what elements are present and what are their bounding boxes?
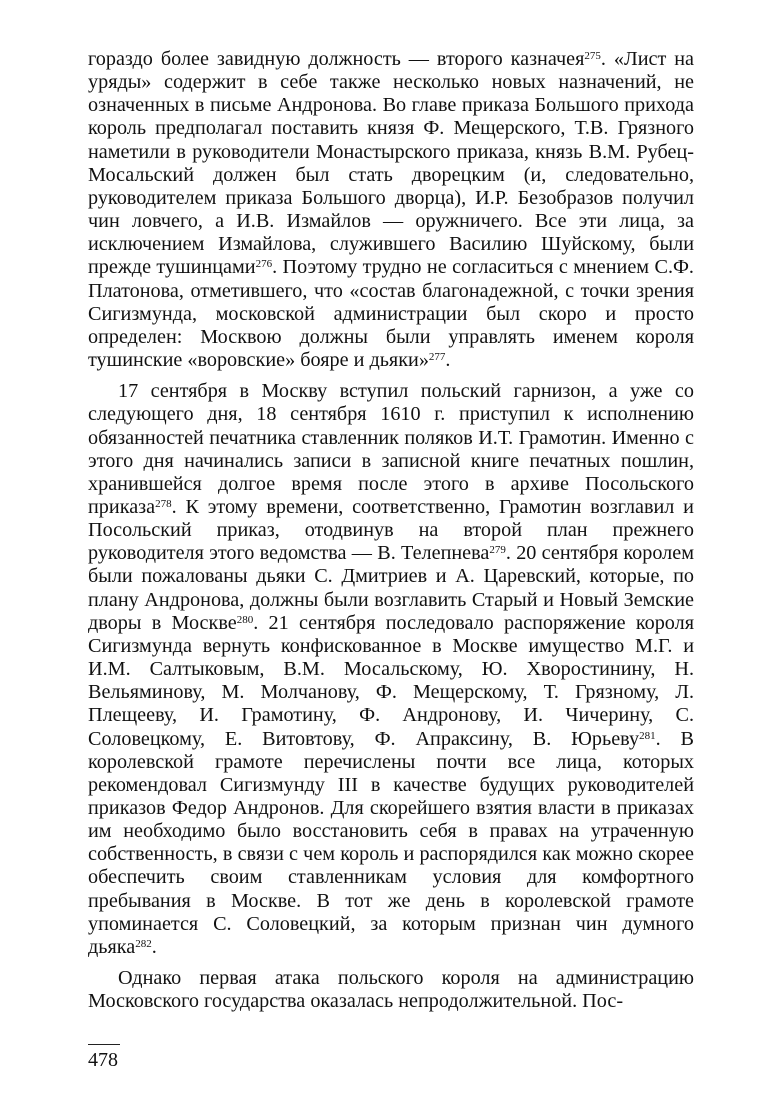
paragraph-2 bbox=[88, 380, 694, 959]
text-run: . В королевской грамоте перечислены почти все лица, которых рекомендовал Сигизмунду III в качестве будущих руководителей приказов Федор Андронов. Для скорейшего взятия власти в приказах им необходимо было восстановить себя в правах на утраченную собственность, в связи с чем король и распорядился как можно скорее обеспечить своим ставленникам условия для комфортного пребывания в Москве. В тот же день в королевской грамоте упоминается С. Соловецкий, за которым признан чин думного дьяка bbox=[88, 727, 694, 958]
page-number: 478 bbox=[88, 1049, 118, 1071]
text-run: . 20 сентября королем были пожалованы дьяки С. Дмитриев и А. Царевский, которые, по плану Андронова, должны были возглавить Старый и Новый Земские дворы в Москве bbox=[88, 542, 694, 634]
text-run: . bbox=[151, 935, 157, 958]
text-run: . «Лист на уряды» содержит в себе также несколько новых назначений, не означенных в письме Андронова. Во главе приказа Большого прихода король предполагал поставить князя Ф. Мещерского, Т.В. Грязного наметили в руководители Монастырского приказа, князь В.М. Рубец-Мосальский должен был стать дворецким (и, следовательно, руководителем приказа Большого дворца), И.Р. Безобразов получил чин ловчего, а И.В. Измайлов — оружничего. Все эти лица, за исключением Измайлова, служившего Василию Шуйскому, были прежде тушинцами bbox=[88, 48, 694, 279]
footnote-ref: 281 bbox=[639, 729, 656, 742]
paragraph-3 bbox=[88, 967, 694, 1013]
footnote-ref: 275 bbox=[584, 49, 601, 62]
text-run: гораздо более завидную должность — второго казначея bbox=[88, 48, 585, 70]
text-run: . К этому времени, соответственно, Грамотин возглавил и Посольский приказ, отодвинув на второй план прежнего руководителя этого ведомства — В. Телепнева bbox=[88, 495, 694, 565]
text-run: . 21 сентября последовало распоряжение короля Сигизмунда вернуть конфискованное в Москве имущество М.Г. и И.М. Салтыковым, В.М. Мосальскому, Ю. Хворостинину, Н. Вельяминову, М. Молчанову, Ф. Мещерскому, Т. Грязному, Л. Плещееву, И. Грамотину, Ф. Андронову, И. Чичерину, С. Соловецкому, Е. Витовтову, Ф. Апраксину, В. Юрьеву bbox=[88, 611, 694, 750]
footnote-ref: 276 bbox=[255, 258, 273, 271]
footnote-ref: 282 bbox=[135, 937, 152, 950]
text-run: Однако первая атака польского короля на администрацию Московского государства оказалась непродолжительной. Пос- bbox=[88, 967, 694, 1013]
page-number-rule bbox=[88, 1044, 120, 1045]
footnote-ref: 279 bbox=[489, 544, 506, 557]
text-run: 17 сентября в Москву вступил польский гарнизон, а уже со следующего дня, 18 сентября 1610 г. приступил к исполнению обязанностей печатника ставленник поляков И.Т. Грамотин. Именно с этого дня начинались записи в записной книге печатных пошлин, хранившейся долгое время после этого в архиве Посольского приказа bbox=[88, 380, 694, 518]
body-text bbox=[88, 48, 694, 1013]
footnote-ref: 278 bbox=[155, 497, 172, 510]
footnote-ref: 280 bbox=[236, 613, 254, 626]
footnote-ref: 277 bbox=[428, 350, 446, 363]
text-run: . Поэтому трудно не согласиться с мнением С.Ф. Платонова, отметившего, что «состав благонадежной, с точки зрения Сигизмунда, московской администрации был скоро и просто определен: Москвою должны были управлять именем короля тушинские «воровские» бояре и дьяки» bbox=[88, 256, 694, 372]
text-run: . bbox=[445, 349, 451, 372]
paragraph-1 bbox=[88, 48, 694, 372]
